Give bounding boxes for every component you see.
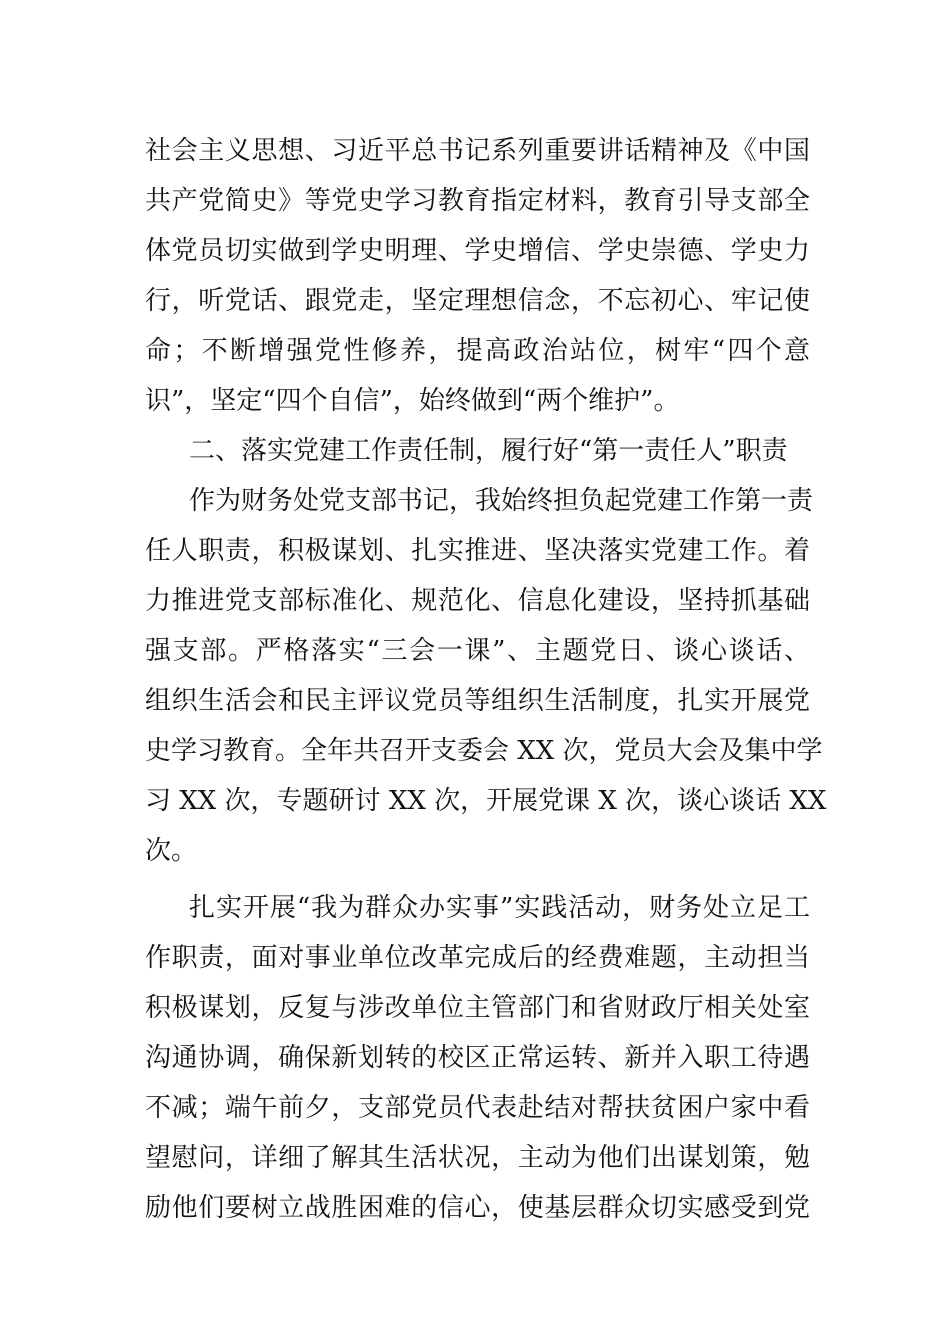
text-line: 习 XX 次，专题研讨 XX 次，开展党课 X 次，谈心谈话 XX	[145, 786, 827, 816]
paragraph-responsibility	[145, 476, 827, 876]
paragraph-practical-activities	[145, 883, 810, 1233]
text-line: 社会主义思想、习近平总书记系列重要讲话精神及《中国	[145, 136, 810, 166]
paragraph-spacing	[145, 876, 810, 883]
text-line: 作职责，面对事业单位改革完成后的经费难题，主动担当	[145, 943, 810, 973]
paragraph-party-history-study	[145, 126, 810, 426]
section-heading	[145, 426, 810, 476]
heading-text: 二、落实党建工作责任制，履行好“第一责任人”职责	[189, 436, 788, 466]
text-line: 望慰问，详细了解其生活状况，主动为他们出谋划策，勉	[145, 1143, 810, 1173]
text-line: 史学习教育。全年共召开支委会 XX 次，党员大会及集中学	[145, 736, 823, 766]
text-line: 强支部。严格落实“三会一课”、主题党日、谈心谈话、	[145, 636, 810, 666]
text-line: 组织生活会和民主评议党员等组织生活制度，扎实开展党	[145, 686, 810, 716]
text-line: 作为财务处党支部书记，我始终担负起党建工作第一责	[189, 486, 814, 516]
text-line: 积极谋划，反复与涉改单位主管部门和省财政厅相关处室	[145, 993, 810, 1023]
text-line: 识”，坚定“四个自信”，始终做到“两个维护”。	[145, 386, 680, 416]
text-line: 不减；端午前夕，支部党员代表赴结对帮扶贫困户家中看	[145, 1093, 810, 1123]
text-line: 沟通协调，确保新划转的校区正常运转、新并入职工待遇	[145, 1043, 810, 1073]
text-line: 共产党简史》等党史学习教育指定材料，教育引导支部全	[145, 186, 810, 216]
text-line: 行，听党话、跟党走，坚定理想信念，不忘初心、牢记使	[145, 286, 810, 316]
text-line: 体党员切实做到学史明理、学史增信、学史崇德、学史力	[145, 236, 810, 266]
text-line: 励他们要树立战胜困难的信心，使基层群众切实感受到党	[145, 1193, 810, 1223]
text-line: 命；不断增强党性修养，提高政治站位，树牢“四个意	[145, 336, 810, 366]
text-line: 力推进党支部标准化、规范化、信息化建设，坚持抓基础	[145, 586, 810, 616]
text-line: 扎实开展“我为群众办实事”实践活动，财务处立足工	[189, 893, 810, 923]
text-line: 次。	[145, 836, 198, 866]
document-body	[145, 126, 827, 1233]
text-line: 任人职责，积极谋划、扎实推进、坚决落实党建工作。着	[145, 536, 810, 566]
